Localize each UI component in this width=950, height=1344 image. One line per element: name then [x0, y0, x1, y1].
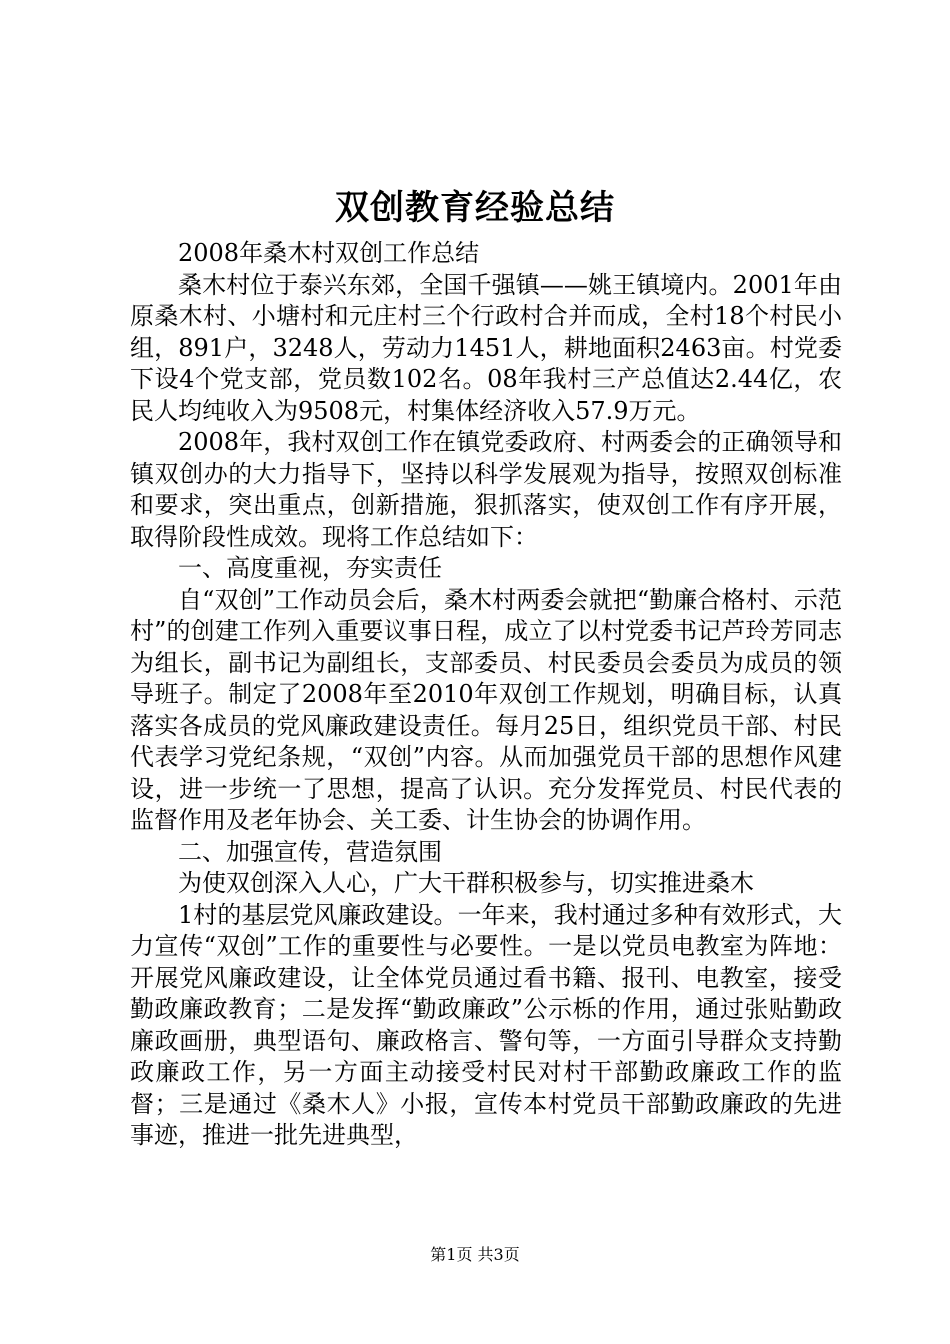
section-heading: 一、高度重视，夯实责任 — [178, 554, 442, 582]
page-title: 双创教育经验总结 — [335, 188, 615, 228]
page-footer: 第1页 共3页 — [430, 1245, 520, 1264]
paragraph: 为使双创深入人心，广大干群积极参与，切实推进桑木 — [178, 869, 754, 897]
paragraph: 2008年，我村双创工作在镇党委政府、村两委会的正确领导和镇双创办的大力指导下，坚持以科学发展观为指导，按照双创标准和要求，突出重点，创新措施，狠抓落实，使双创工作有序开展，取得阶段性成效。现将工作总结如下： — [130, 428, 842, 551]
section-heading: 二、加强宣传，营造氛围 — [178, 837, 442, 866]
document-subtitle: 2008年桑木村双创工作总结 — [178, 239, 480, 267]
document-body — [130, 238, 842, 1152]
paragraph: 自“双创”工作动员会后，桑木村两委会就把“勤廉合格村、示范村”的创建工作列入重要议事日程，成立了以村党委书记芦玲芳同志为组长，副书记为副组长，支部委员、村民委员会委员为成员的领导班子。制定了2008年至2010年双创工作规划，明确目标，认真落实各成员的党风廉政建设责任。每月25日，组织党员干部、村民代表学习党纪条规，“双创”内容。从而加强党员干部的思想作风建设，进一步统一了思想，提高了认识。充分发挥党员、村民代表的监督作用及老年协会、关工委、计生协会的协调作用。 — [130, 585, 842, 834]
paragraph: 桑木村位于泰兴东郊，全国千强镇——姚王镇境内。2001年由原桑木村、小塘村和元庄村三个行政村合并而成，全村18个村民小组，891户，3248人，劳动力1451人，耕地面积2463亩。村党委下设4个党支部，党员数102名。08年我村三产总值达2.44亿，农民人均纯收入为9508元，村集体经济收入57.9万元。 — [130, 270, 842, 425]
paragraph: 1村的基层党风廉政建设。一年来，我村通过多种有效形式，大力宣传“双创”工作的重要性与必要性。一是以党员电教室为阵地：开展党风廉政建设，让全体党员通过看书籍、报刊、电教室，接受勤政廉政教育；二是发挥“勤政廉政”公示栎的作用，通过张贴勤政廉政画册，典型语句、廉政格言、警句等，一方面引导群众支持勤政廉政工作，另一方面主动接受村民对村干部勤政廉政工作的监督；三是通过《桑木人》小报，宣传本村党员干部勤政廉政的先进事迹，推进一批先进典型， — [130, 900, 842, 1149]
